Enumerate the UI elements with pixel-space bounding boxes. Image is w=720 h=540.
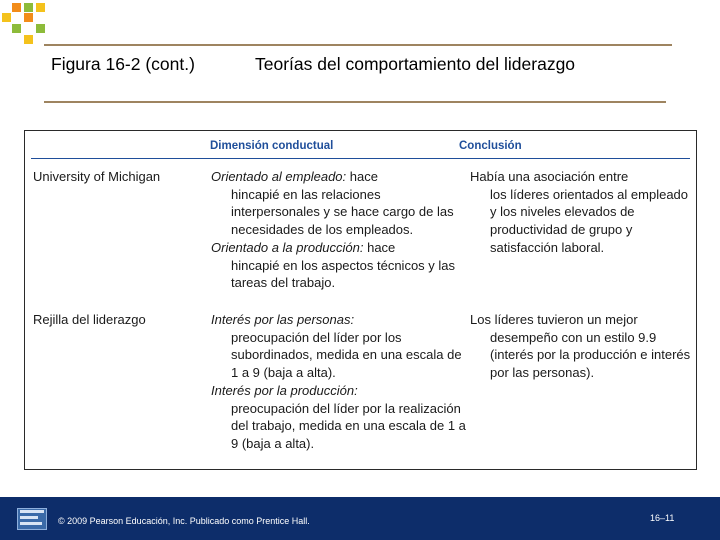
page-title: Teorías del comportamiento del liderazgo	[255, 54, 576, 74]
decorative-square	[2, 13, 11, 22]
decorative-square	[12, 3, 21, 12]
dimension-text: hincapié en los aspectos técnicos y las tareas del trabajo.	[231, 257, 456, 291]
dimension-cell	[211, 168, 466, 292]
dimension-cell	[211, 311, 466, 453]
decorative-square	[12, 24, 21, 33]
conclusion-text: desempeño con un estilo 9.9 (interés por la producción e interés por las personas).	[490, 329, 691, 381]
decorative-square	[24, 13, 33, 22]
dimension-heading-rest: hace	[346, 169, 378, 184]
decorative-squares	[0, 0, 60, 45]
figure-label: Figura 16-2 (cont.)	[51, 54, 195, 74]
dimension-heading: Orientado a la producción:	[211, 239, 364, 255]
dimension-heading: Interés por las personas:	[211, 312, 355, 327]
dimension-heading: Interés por la producción:	[211, 382, 358, 398]
dimension-heading-rest: hace	[363, 239, 396, 255]
conclusion-text: los líderes orientados al empleado y los niveles elevados de productividad de grupo y satisfacción laboral.	[490, 186, 689, 255]
column-header-dimension: Dimensión conductual	[210, 140, 334, 152]
conclusion-first-line: Había una asociación entre	[470, 169, 629, 184]
dimension-entry	[211, 311, 466, 382]
publisher-logo-icon	[17, 508, 47, 530]
decorative-square	[24, 35, 33, 44]
footer-bar	[0, 497, 720, 540]
leadership-table	[24, 130, 697, 470]
study-name: University of Michigan	[33, 169, 161, 184]
study-name: Rejilla del liderazgo	[33, 312, 146, 327]
dimension-text: preocupación del líder por la realización del trabajo, medida en una escala de 1 a 9 (baja a alta).	[231, 400, 466, 451]
table-header	[31, 131, 690, 159]
dimension-text: hincapié en las relaciones interpersonales y se hace cargo de las necesidades de los empleados.	[231, 186, 454, 238]
decorative-square	[24, 3, 33, 12]
conclusion-first-line: Los líderes tuvieron un mejor	[470, 312, 638, 327]
dimension-entry	[211, 168, 466, 239]
copyright-text: © 2009 Pearson Educación, Inc. Publicado como Prentice Hall.	[58, 516, 310, 526]
dimension-entry	[211, 239, 466, 292]
title-rule-bottom	[44, 101, 666, 103]
dimension-heading: Orientado al empleado:	[211, 169, 347, 184]
page-number: 16–11	[650, 513, 675, 523]
decorative-square	[36, 24, 45, 33]
column-header-conclusion: Conclusión	[459, 140, 522, 152]
conclusion-cell	[470, 311, 695, 382]
conclusion-cell	[470, 168, 695, 257]
dimension-text: preocupación del líder por los subordinados, medida en una escala de 1 a 9 (baja a alta).	[231, 329, 462, 381]
title-rule-top	[44, 44, 672, 46]
decorative-square	[36, 3, 45, 12]
dimension-entry	[211, 382, 466, 453]
